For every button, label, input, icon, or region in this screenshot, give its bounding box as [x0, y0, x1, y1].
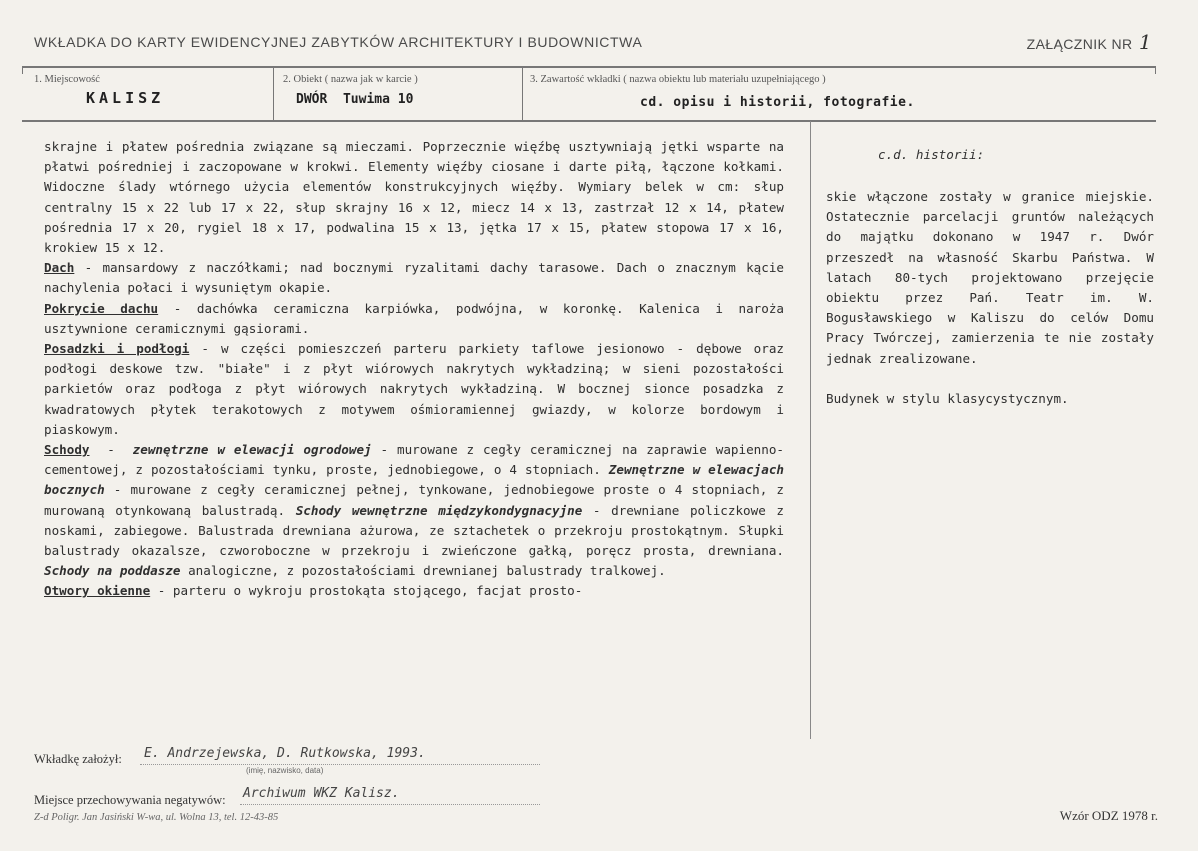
content-value: cd. opisu i historii, fotografie.: [640, 95, 915, 110]
stairs-attic-heading: Schody na poddasze: [44, 563, 181, 579]
stairs-interior-heading: Schody wewnętrzne międzykondygnacyjne: [295, 502, 583, 518]
annex-label: [1027, 30, 1152, 54]
locality-label: 1. Miejscowość: [34, 74, 100, 85]
author-value: E. Andrzejewska, D. Rutkowska, 1993.: [144, 746, 426, 761]
floors-heading: Posadzki i podłogi: [44, 341, 190, 357]
header-top-rule: [22, 66, 1156, 68]
windows-heading: Otwory okienne: [44, 583, 151, 599]
author-label: Wkładkę założył:: [34, 752, 122, 766]
form-pattern: Wzór ODZ 1978 r.: [1059, 808, 1158, 823]
annex-number: 1: [1138, 30, 1152, 54]
roofing-paragraph: [44, 299, 784, 339]
history-column: [826, 187, 1154, 409]
windows-paragraph: [44, 581, 784, 601]
history-heading: c.d. historii:: [878, 147, 985, 162]
header-divider-1: [273, 66, 274, 121]
locality-value: KALISZ: [86, 89, 165, 107]
stairs-exterior-heading: zewnętrzne w elewacji ogrodowej: [132, 442, 372, 458]
stairs-attic-text: analogiczne, z pozostałościami drewnianej balustrady tralkowej.: [180, 563, 666, 579]
column-divider: [810, 121, 811, 739]
stairs-side-heading: Zewnętrzne w elewacjach bocznych: [44, 462, 784, 498]
printer-note: Z-d Poligr. Jan Jasiński W-wa, ul. Wolna 13, tel. 12-43-85: [34, 812, 279, 823]
roof-text: - mansardowy z naczółkami; nad bocznymi ryzalitami dachy tarasowe. Dach o znacznym kącie nachylenia połaci i wysuniętym okapie.: [44, 260, 784, 296]
object-label: 2. Obiekt ( nazwa jak w karcie ): [283, 74, 418, 85]
header-right-tick: [1155, 66, 1156, 74]
stairs-side-text: - murowane z cegły ceramicznej pełnej, tynkowane, jednobiegowe proste o 4 stopniach, z murowaną otynkowaną balustradą.: [44, 482, 784, 518]
negatives-label: Miejsce przechowywania negatywów:: [34, 793, 226, 807]
negatives-line: [240, 804, 540, 805]
content-label: 3. Zawartość wkładki ( nazwa obiektu lub materiału uzupełniającego ): [530, 74, 826, 85]
header-bottom-rule: [22, 120, 1156, 122]
history-paragraph: skie włączone zostały w granice miejskie. Ostatecznie parcelacji gruntów należących do majątku dokonano w 1947 r. Dwór przeszedł na własność Skarbu Państwa. W latach 80-tych projektowano przejęcie obiektu przez Pań. Teatr im. W. Bogusławskiego w Kaliszu do celów Domu Pracy Twórczej, zamierzenia te nie zostały jednak zrealizowane.: [826, 189, 1154, 366]
roofing-text: - dachówka ceramiczna karpiówka, podwójna, w koronkę. Kalenica i naroża usztywnione ceramicznymi gąsiorami.: [44, 300, 784, 336]
style-paragraph: Budynek w stylu klasycystycznym.: [826, 390, 1069, 406]
floors-paragraph: [44, 339, 784, 440]
roof-paragraph: [44, 258, 784, 298]
annex-label-text: ZAŁĄCZNIK NR: [1026, 36, 1133, 52]
stairs-interior-text: - drewniane policzkowe z noskami, zabiegowe. Balustrada drewniana ażurowa, ze sztachetek o przekroju prostokątnym. Słupki balustrady okazalsze, czworoboczne w przekroju i zwieńczone gałką, poręcz prosta, drewniana.: [44, 502, 784, 559]
stairs-heading: Schody: [44, 442, 90, 458]
stairs-exterior-text: - murowane z cegły ceramicznej na zaprawie wapienno-cementowej, z pozostałościami tynku, proste, jednobiegowe, o 4 stopniach.: [44, 442, 784, 478]
description-paragraph: skrajne i płatew pośrednia związane są mieczami. Poprzecznie więźbę usztywniają jętki wsparte na płatwi pośredniej i zaczopowane w krokwi. Elementy więźby ciosane i darte piłą, łączone kołkami. Widoczne ślady wtórnego użycia elementów konstrukcyjnych więźby. Wymiary belek w cm: słup centralny 15 x 22 lub 17 x 22, słup skrajny 16 x 12, miecz 14 x 13, zastrzał 12 x 14, płatew pośrednia 17 x 20, rygiel 18 x 17, podwalina 15 x 13, jętka 17 x 15, płatew stopowa 17 x 16, krokiew 15 x 12.: [44, 139, 784, 256]
author-line: [140, 764, 540, 765]
stairs-paragraph: [44, 440, 784, 581]
object-value: DWÓR Tuwima 10: [296, 92, 414, 107]
form-title: WKŁADKA DO KARTY EWIDENCYJNEJ ZABYTKÓW ARCHITEKTURY I BUDOWNICTWA: [34, 34, 643, 50]
negatives-value: Archiwum WKZ Kalisz.: [243, 786, 400, 801]
author-hint: (imię, nazwisko, data): [246, 766, 324, 775]
floors-text: - w części pomieszczeń parteru parkiety taflowe jesionowo - dębowe oraz podłogi deskowe tzw. "białe" i z płyt wiórowych nakrytych wykładziną; w sieni pozostałości parkietów oraz podłoga z płyt wiórowych nakrytych wykładziną. W bocznej sionce posadzka z kwadratowych płytek terakotowych z motywem ośmioramiennej gwiazdy, w kolorze bordowym i piaskowym.: [44, 341, 784, 437]
header-divider-2: [522, 66, 523, 121]
header-left-tick: [22, 66, 23, 74]
description-column: [44, 137, 784, 602]
roofing-heading: Pokrycie dachu: [44, 300, 159, 316]
stairs-separator: -: [89, 442, 133, 458]
windows-text: - parteru o wykroju prostokąta stojącego, facjat prosto-: [150, 583, 583, 599]
roof-heading: Dach: [44, 260, 75, 276]
